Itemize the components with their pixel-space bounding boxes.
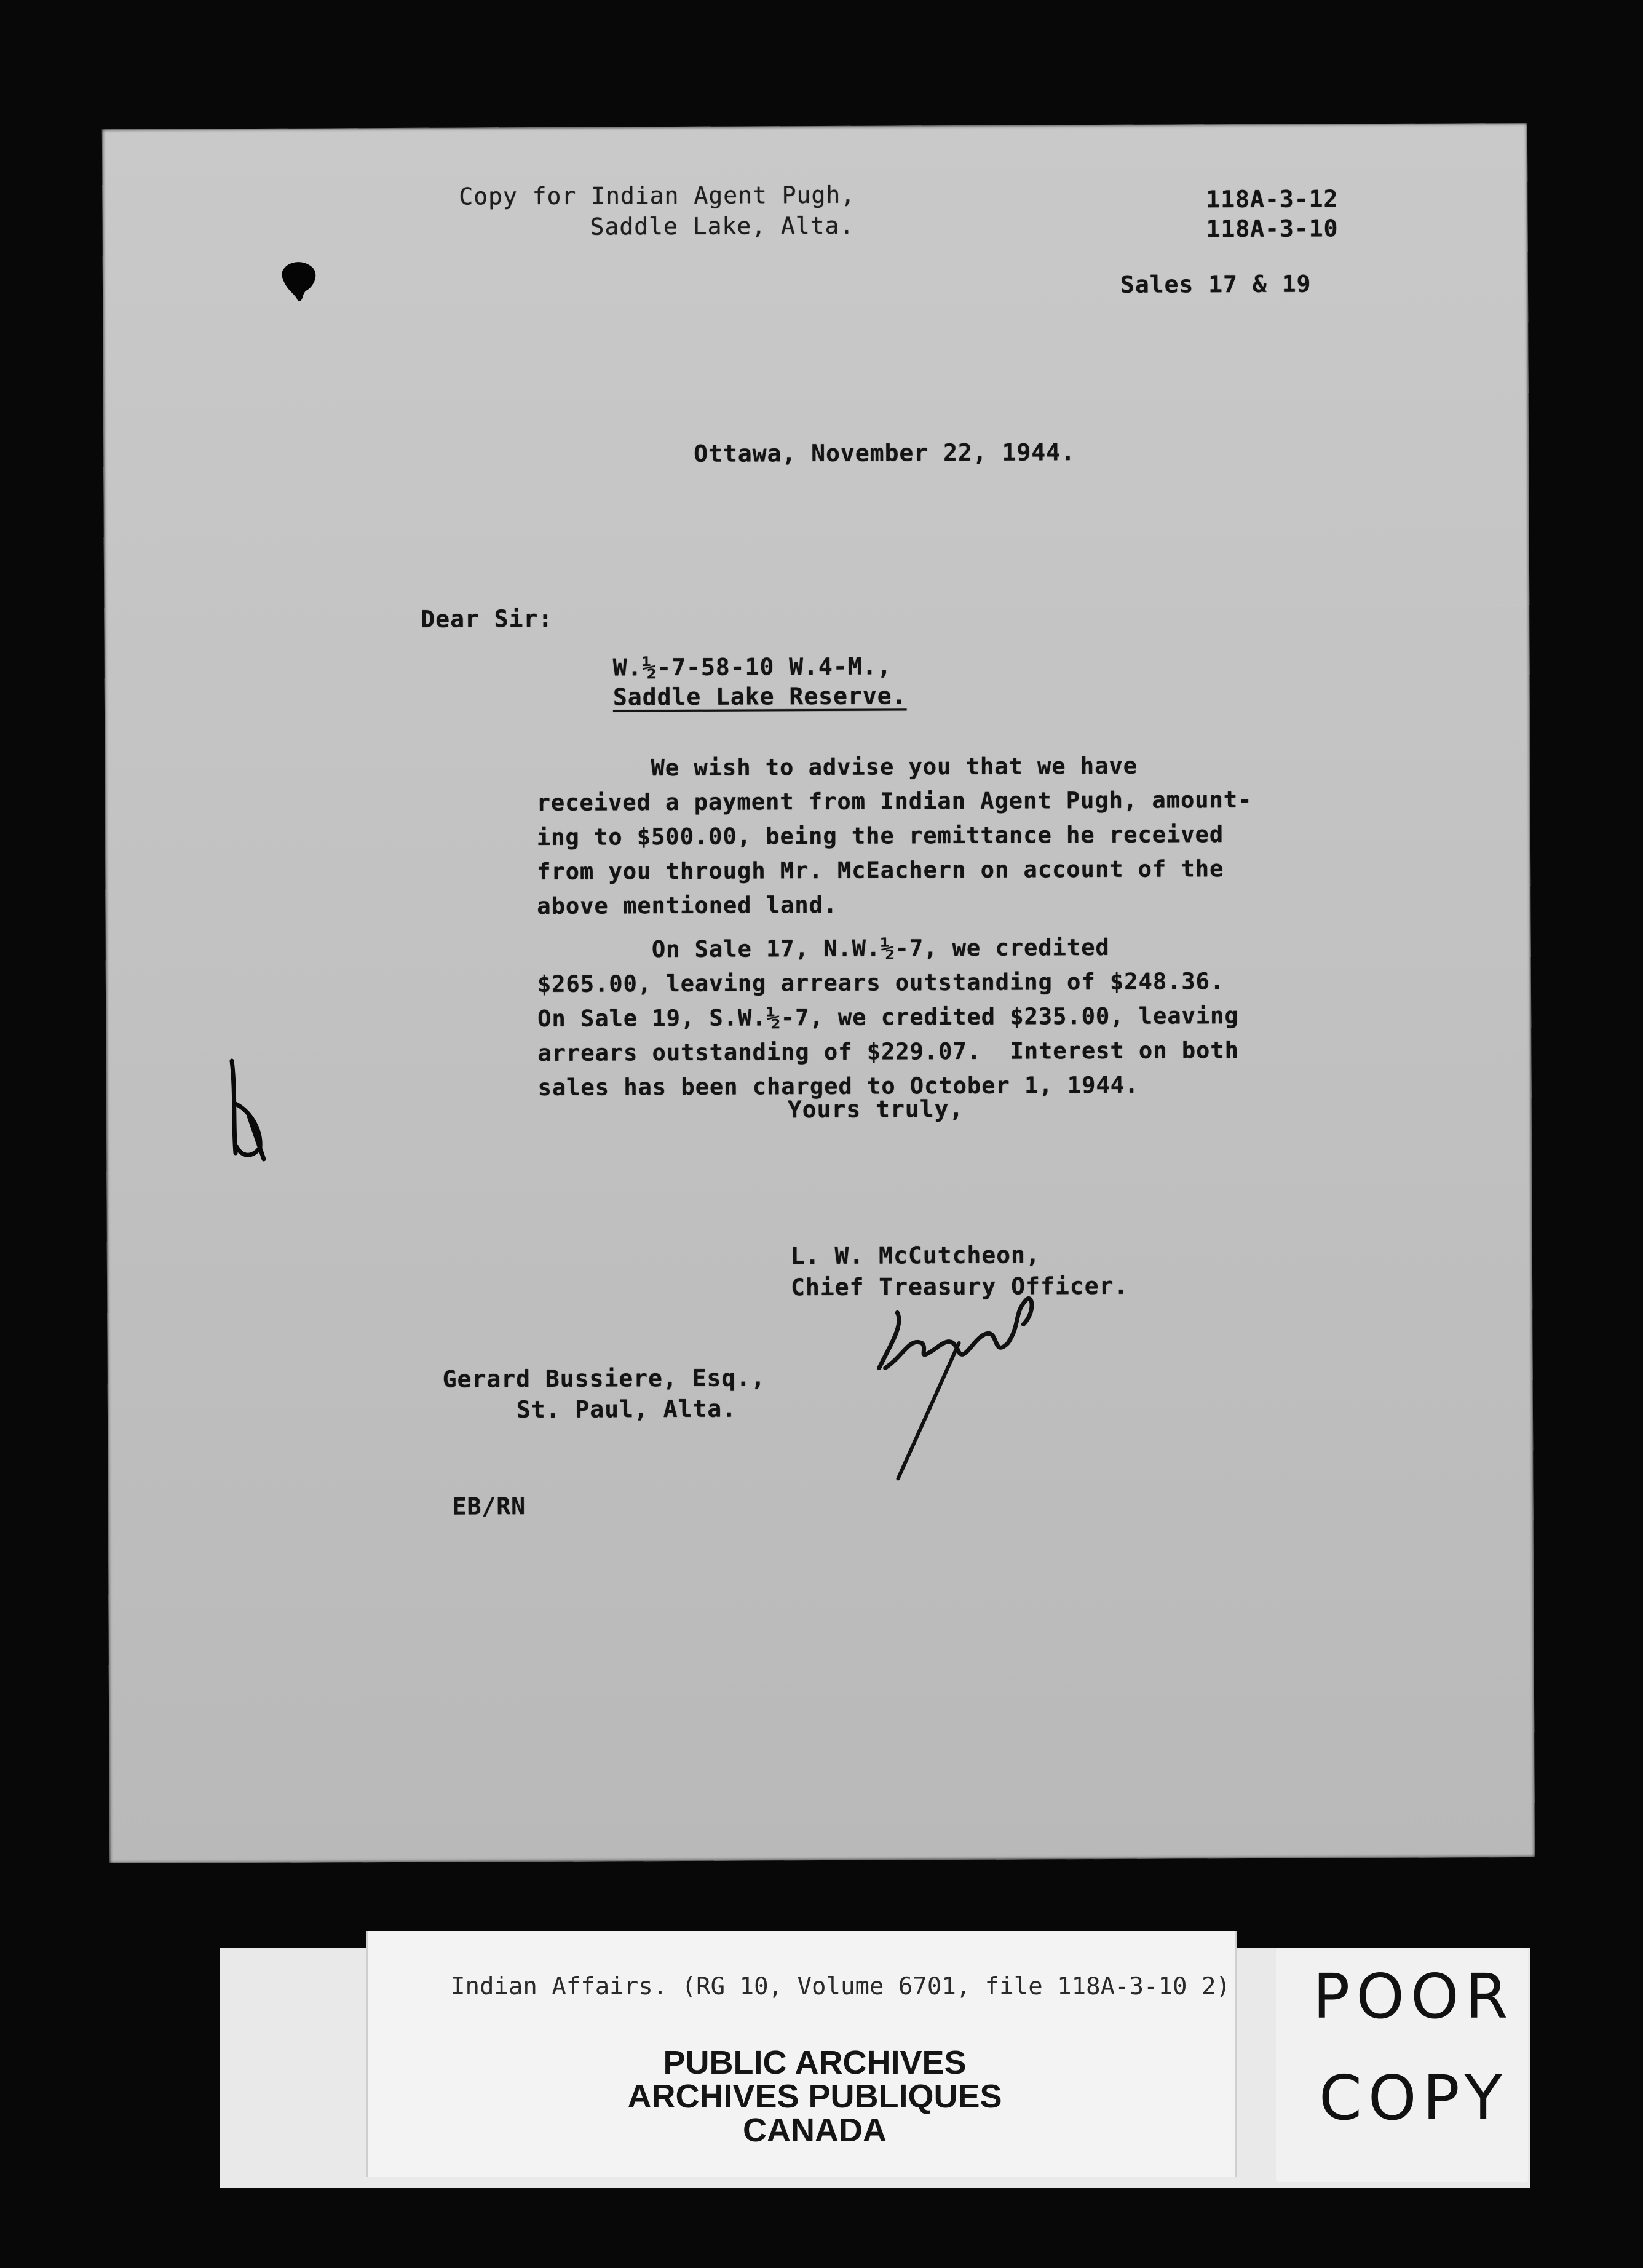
poor-text: POOR	[1313, 1961, 1514, 2032]
body-line: from you through Mr. McEachern on account of the	[537, 855, 1224, 885]
body-line: received a payment from Indian Agent Pugh, amount-	[536, 786, 1253, 816]
archive-reference: Indian Affairs. (RG 10, Volume 6701, file 118A-3-10 2)	[451, 1973, 1230, 2000]
body-paragraph-1	[536, 748, 1275, 924]
file-reference-2: 118A-3-10	[1206, 215, 1339, 243]
body-line: sales has been charged to October 1, 1944.	[537, 1071, 1139, 1101]
body-line: On Sale 19, S.W.½-7, we credited $235.00, leaving	[537, 1002, 1239, 1032]
subject-line-2: Saddle Lake Reserve.	[612, 682, 907, 711]
addressee-name: Gerard Bussiere, Esq.,	[442, 1364, 766, 1393]
body-paragraph-2	[537, 930, 1276, 1105]
sales-reference: Sales 17 & 19	[1120, 270, 1312, 298]
body-line: On Sale 17, N.W.½-7, we credited	[537, 934, 1110, 963]
file-reference-1: 118A-3-12	[1206, 185, 1339, 213]
salutation: Dear Sir:	[421, 605, 553, 633]
copy-line-1: Copy for Indian Agent Pugh,	[459, 181, 856, 210]
addressee-location: St. Paul, Alta.	[516, 1395, 737, 1424]
body-line: arrears outstanding of $229.07. Interest on both	[537, 1037, 1240, 1066]
copy-text: COPY	[1319, 2062, 1508, 2134]
body-line: We wish to advise you that we have	[536, 752, 1138, 782]
dateline: Ottawa, November 22, 1944.	[694, 438, 1076, 467]
archives-line-1: PUBLIC ARCHIVES	[663, 2044, 967, 2081]
poor-copy-stamp	[1276, 1948, 1528, 2182]
letter-page	[102, 123, 1535, 1863]
archives-line-2: ARCHIVES PUBLIQUES	[627, 2078, 1002, 2115]
ink-blot	[277, 256, 320, 306]
subject-line-1: W.½-7-58-10 W.4-M.,	[612, 652, 892, 681]
signature-image	[866, 1275, 1051, 1485]
copy-line-2: Saddle Lake, Alta.	[590, 212, 855, 240]
body-line: ing to $500.00, being the remittance he received	[536, 821, 1224, 850]
initials: EB/RN	[452, 1493, 526, 1520]
closing: Yours truly,	[787, 1095, 964, 1124]
handwritten-mark	[224, 1055, 274, 1165]
archives-line-3: CANADA	[743, 2112, 887, 2149]
body-line: above mentioned land.	[537, 891, 838, 919]
signatory-name: L. W. McCutcheon,	[790, 1241, 1040, 1270]
signatory-title: Chief Treasury Officer.	[790, 1272, 1129, 1301]
body-line: $265.00, leaving arrears outstanding of $248.36.	[537, 968, 1225, 997]
